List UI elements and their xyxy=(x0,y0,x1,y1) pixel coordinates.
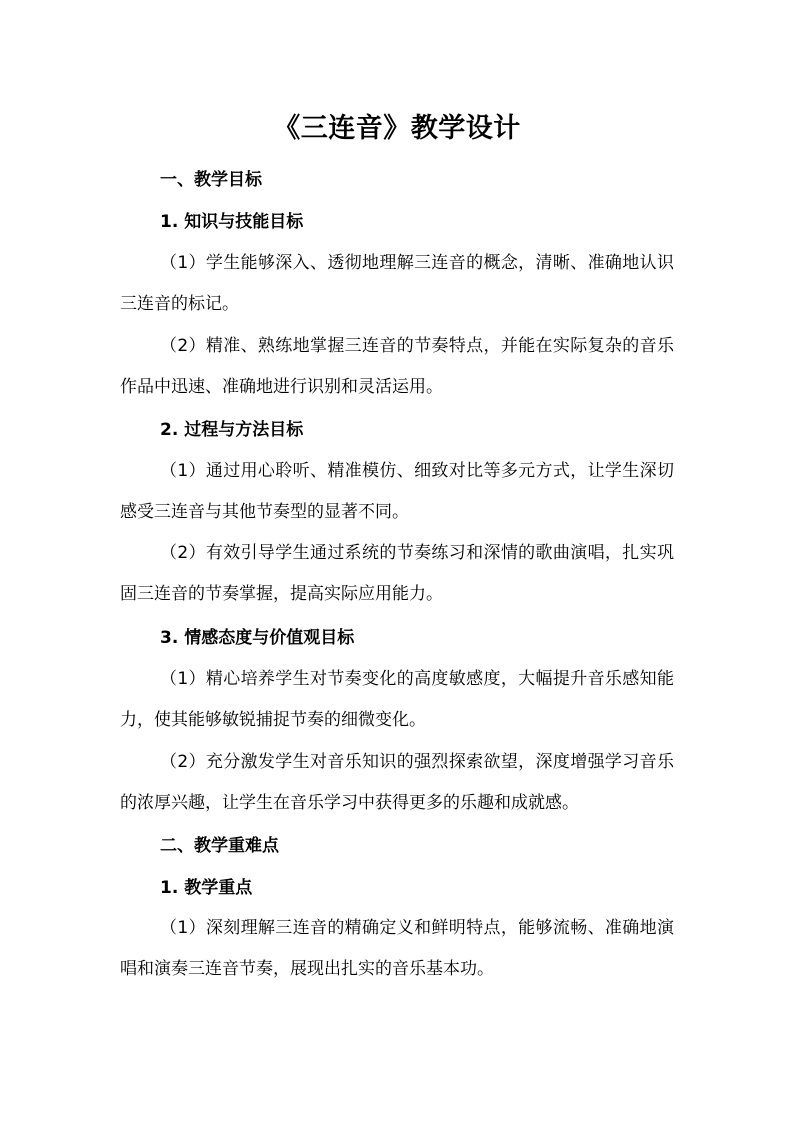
document-title: 《三连音》教学设计 xyxy=(273,113,521,144)
paragraph-emotion-1: （1）精心培养学生对节奏变化的高度敏感度，大幅提升音乐感知能力，使其能够敏锐捕捉节奏的细微变化。 xyxy=(120,669,674,730)
subsection-heading-knowledge-skills: 1. 知识与技能目标 xyxy=(160,212,304,232)
subsection-heading-key-points: 1. 教学重点 xyxy=(160,878,253,898)
paragraph-process-1: （1）通过用心聆听、精准模仿、细致对比等多元方式，让学生深切感受三连音与其他节奏型的显著不同。 xyxy=(120,461,674,522)
subsection-heading-process-methods: 2. 过程与方法目标 xyxy=(160,420,304,440)
paragraph-knowledge-1: （1）学生能够深入、透彻地理解三连音的概念，清晰、准确地认识三连音的标记。 xyxy=(120,253,674,314)
section-heading-teaching-goals: 一、教学目标 xyxy=(160,170,262,190)
section-heading-key-difficult-points: 二、教学重难点 xyxy=(160,836,279,856)
subsection-heading-emotion-values: 3. 情感态度与价值观目标 xyxy=(160,628,355,648)
paragraph-emotion-2: （2）充分激发学生对音乐知识的强烈探索欲望，深度增强学习音乐的浓厚兴趣，让学生在音乐学习中获得更多的乐趣和成就感。 xyxy=(120,752,674,813)
paragraph-key-points-1: （1）深刻理解三连音的精确定义和鲜明特点，能够流畅、准确地演唱和演奏三连音节奏，展现出扎实的音乐基本功。 xyxy=(120,918,674,979)
paragraph-knowledge-2: （2）精准、熟练地掌握三连音的节奏特点，并能在实际复杂的音乐作品中迅速、准确地进行识别和灵活运用。 xyxy=(120,336,674,397)
paragraph-process-2: （2）有效引导学生通过系统的节奏练习和深情的歌曲演唱，扎实巩固三连音的节奏掌握，提高实际应用能力。 xyxy=(120,543,674,604)
